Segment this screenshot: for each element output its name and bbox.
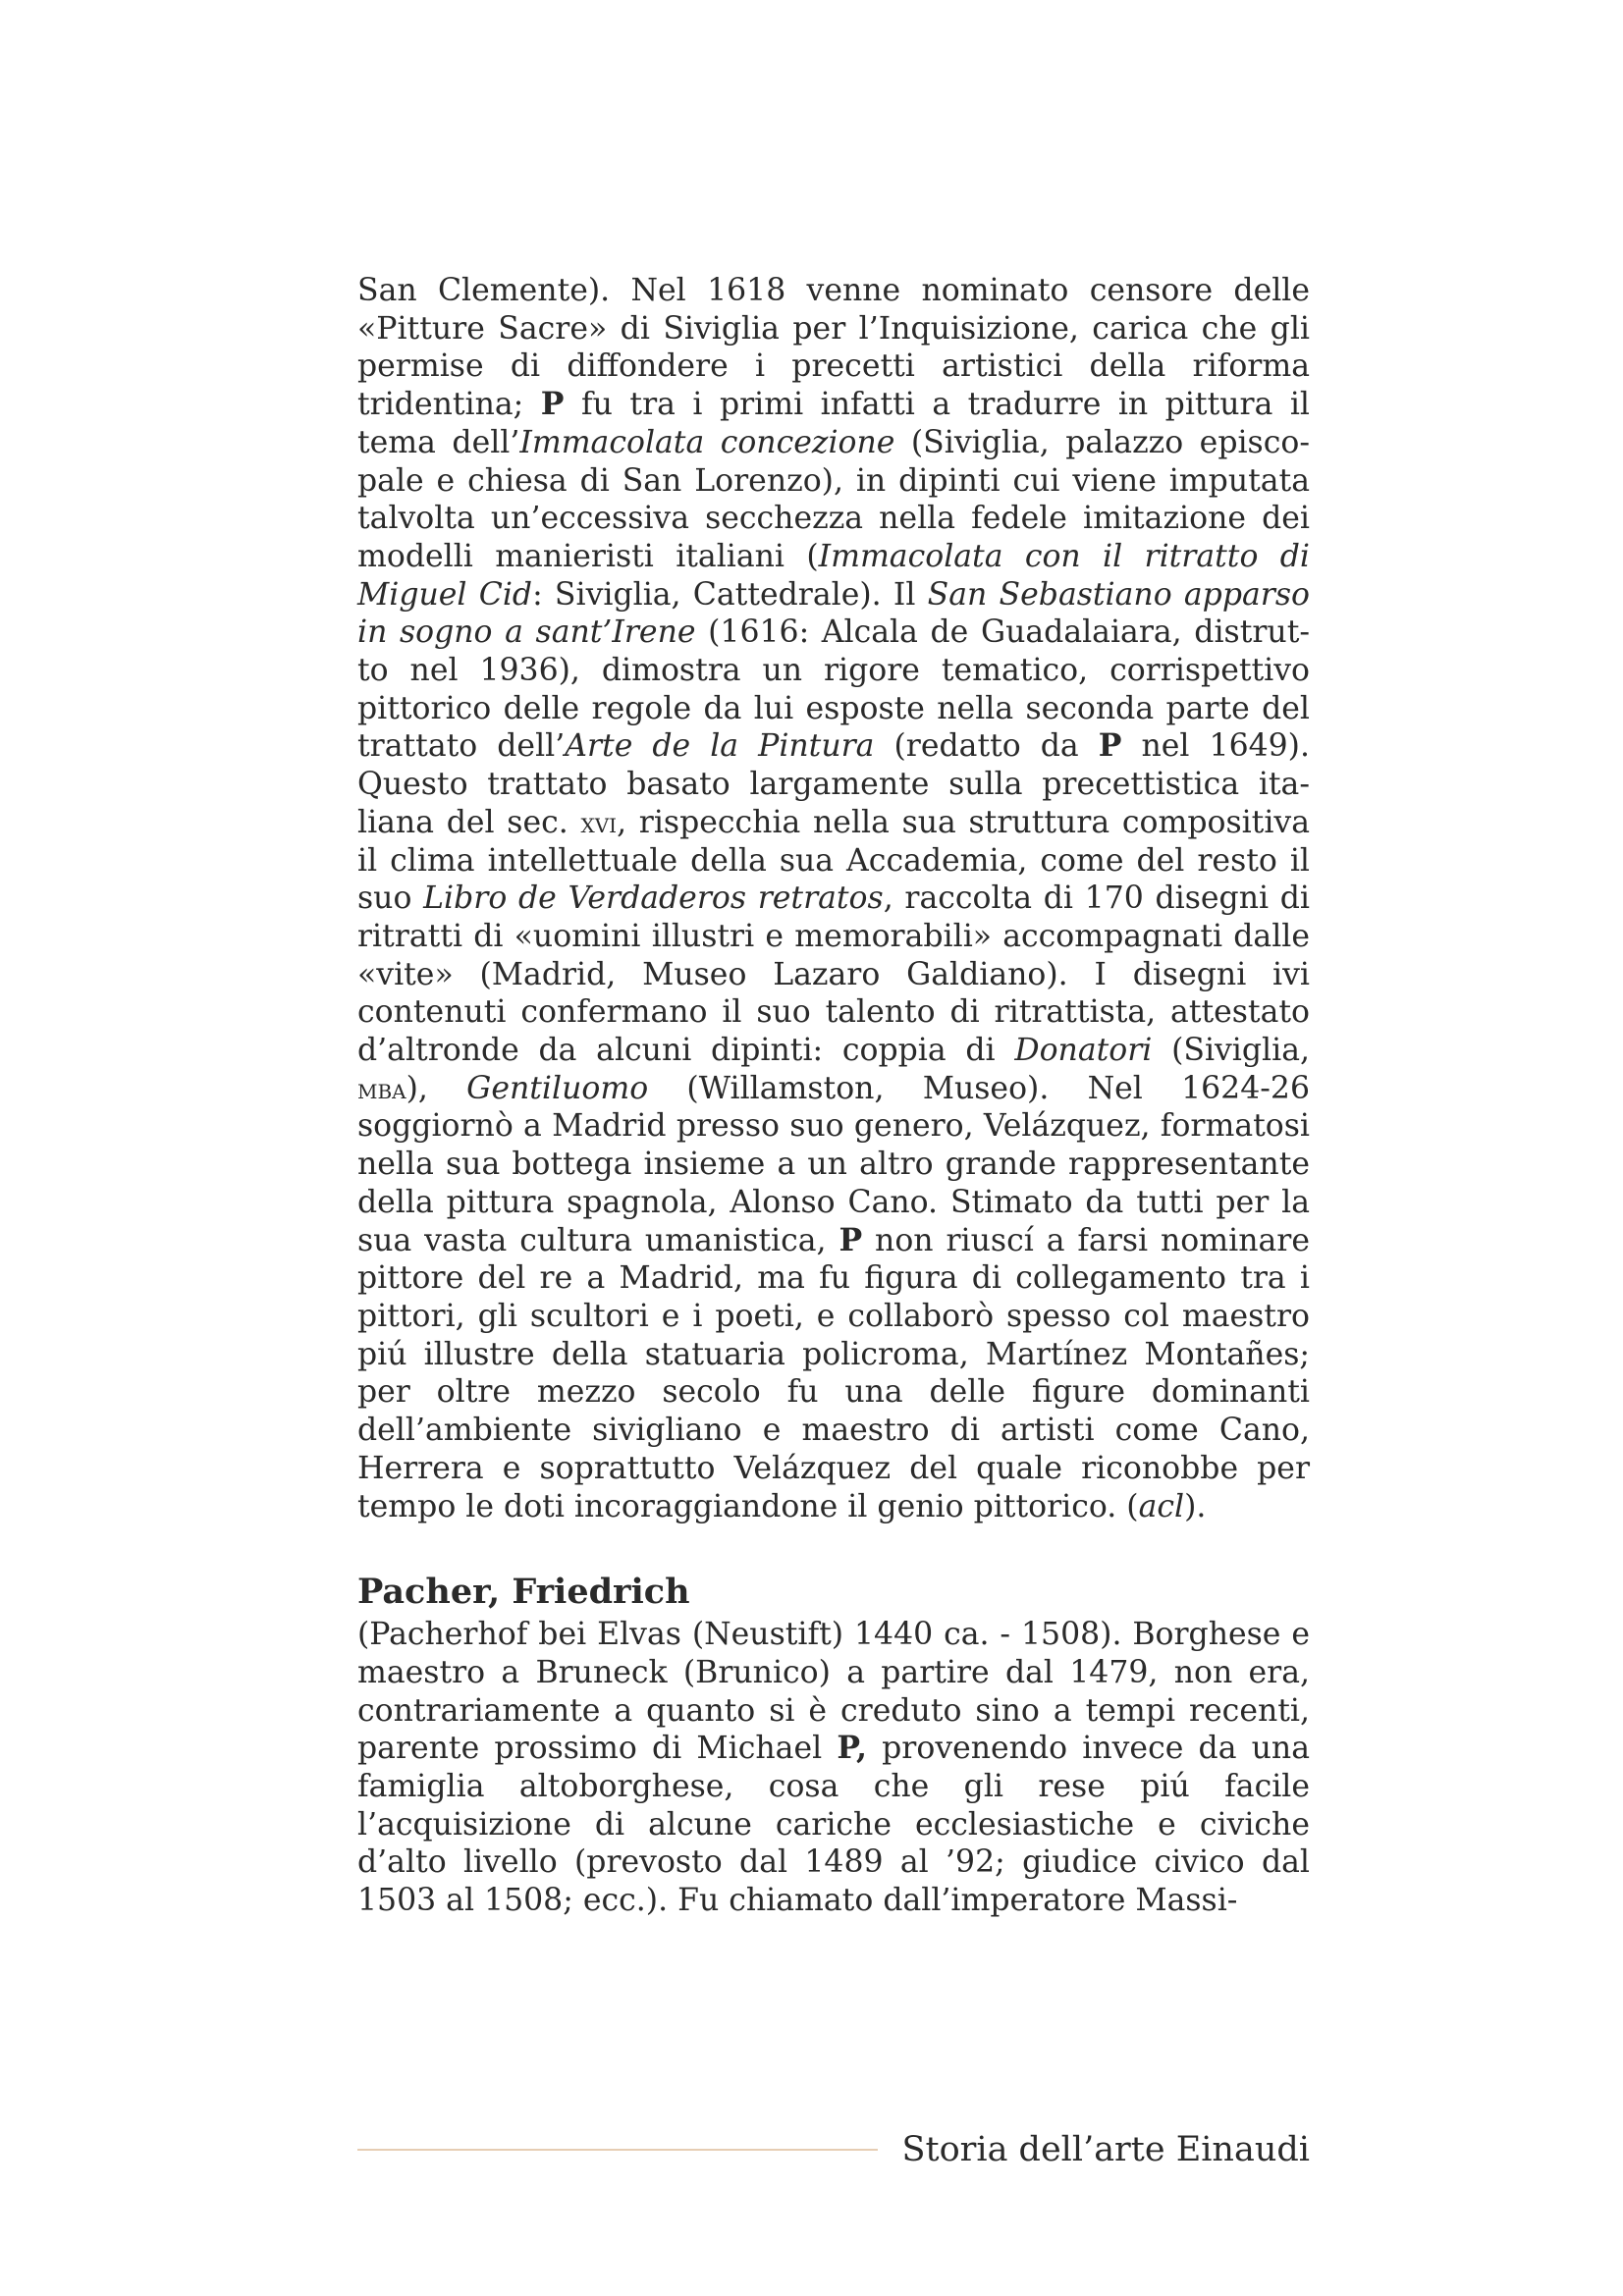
text-run: (1616: Alcala de Guadalaiara, distrutto nel 1936), dimostra un rigore tematico, corrispettivo pittorico delle regole da lui esposte nella seconda parte del trattato dell’ xyxy=(357,614,1311,765)
text-column xyxy=(357,272,1310,1920)
text-run: San Clemente). Nel 1618 venne nominato censore delle «Pitture Sacre» di Siviglia per l’Inquisizione, carica che gli permise di diffondere i precetti artistici della riforma tridentina; xyxy=(357,273,1310,423)
text-run: ). xyxy=(1184,1488,1207,1524)
text-run: (Willamston, Museo). Nel 1624-26 soggiornò a Madrid presso suo genero, Velázquez, formatosi nella sua bottega insieme a un altro grande rappresentante della pittura spagnola, Alonso Cano. Stimato da tutti per la sua vasta cultura umanistica, xyxy=(357,1070,1310,1258)
entry-heading: Pacher, Friedrich xyxy=(357,1572,690,1613)
text-run: Libro de Verdaderos retratos xyxy=(423,881,884,917)
text-run: P, xyxy=(837,1730,867,1767)
text-run: ), xyxy=(406,1070,467,1106)
page-footer xyxy=(357,2128,1310,2171)
text-run: , raccolta di 170 disegni di ritratti di «uomini illustri e memorabili» accompagnati dalle «vite» (Madrid, Museo Lazaro Galdiano). I disegni ivi contenuti confermano il suo talento di ritrattista, attestato d’altronde da alcuni dipinti: coppia di xyxy=(357,881,1310,1069)
text-run: Arte de la Pintura xyxy=(565,728,875,765)
body-paragraph xyxy=(357,1616,1310,1920)
text-run: (Pacherhof bei Elvas (Neustift) 1440 ca. - 1508). Borghese e maestro a Bruneck (Brunico) a partire dal 1479, non era, contrariamente a quanto si è creduto sino a tempi recenti, parente prossimo di Michael xyxy=(357,1617,1310,1767)
text-run: Gentiluomo xyxy=(466,1070,649,1106)
footer-series-title: Storia dell’arte Einaudi xyxy=(901,2130,1310,2169)
text-run: (redatto da xyxy=(874,728,1099,765)
text-run: xvi xyxy=(580,805,618,839)
text-run: mba xyxy=(357,1071,406,1105)
text-run: (Siviglia, xyxy=(1152,1033,1310,1069)
text-run: , rispecchia nella sua struttura compositiva il clima intellettuale della sua Accademia, come del resto il suo xyxy=(357,804,1310,917)
text-run: P xyxy=(1098,727,1122,765)
footer-rule xyxy=(357,2149,878,2151)
text-run: P xyxy=(540,386,565,423)
text-run: Immacolata con il ritratto di Miguel Cid xyxy=(357,538,1310,613)
body-paragraph xyxy=(357,272,1310,1525)
text-run: nel 1649). Questo trattato basato largamente sulla precettistica italiana del sec. xyxy=(357,728,1310,840)
text-run: provenendo invece da una famiglia altoborghese, cosa che gli rese piú facile l’acquisizione di alcune cariche ecclesiastiche e civiche d’alto livello (prevosto dal 1489 al ’92; giudice civico dal 1503 al 1508; ecc.). Fu chiamato dall’imperatore Massi- xyxy=(357,1731,1311,1919)
text-run: acl xyxy=(1138,1488,1185,1524)
text-run: P xyxy=(839,1221,863,1258)
text-run: (Siviglia, palazzo episcopale e chiesa di San Lorenzo), in dipinti cui viene imputata talvolta un’eccessiva secchezza nella fedele imitazione dei modelli manieristi italiani ( xyxy=(357,424,1310,574)
text-run: San Sebastiano apparso in sogno a sant’Irene xyxy=(357,576,1310,651)
text-run: : Siviglia, Cattedrale). Il xyxy=(532,576,928,613)
text-run: fu tra i primi infatti a tradurre in pittura il tema dell’ xyxy=(357,387,1310,460)
text-run: Immacolata concezione xyxy=(519,424,895,460)
text-run: Donatori xyxy=(1014,1033,1153,1069)
text-run: non riuscí a farsi nominare pittore del re a Madrid, ma fu figura di collegamento tra i pittori, gli scultori e i poeti, e collaborò spesso col maestro piú illustre della statuaria policroma, Martínez Montañes; per oltre mezzo secolo fu una delle figure dominanti dell’ambiente sivigliano e maestro di artisti come Cano, Herrera e soprattutto Velázquez del quale riconobbe per tempo le doti incoraggiandone il genio pittorico. ( xyxy=(357,1222,1310,1524)
